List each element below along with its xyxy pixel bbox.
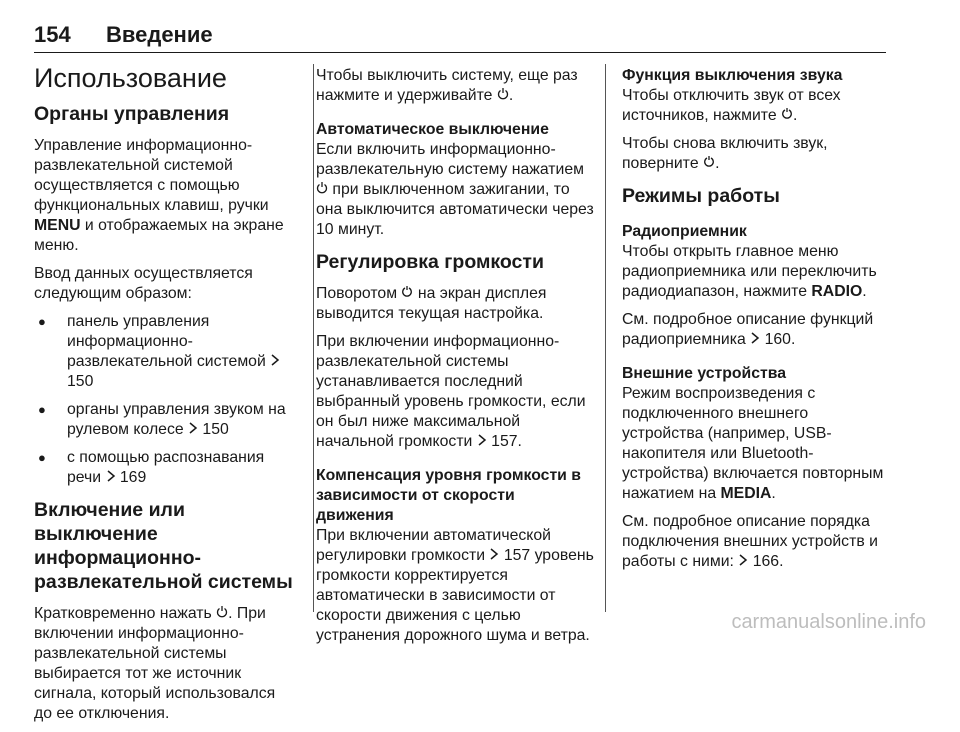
page-reference[interactable]: 157 [491, 433, 518, 450]
text: При включении автоматической регулировки громкости [316, 527, 551, 564]
radio-heading: Радиоприемник [622, 223, 747, 240]
paragraph [316, 140, 594, 240]
paragraph: Ввод данных осуществляется следующим образом: [34, 265, 253, 302]
paragraph [34, 136, 296, 256]
auto-off-heading: Автоматическое выключение [316, 121, 549, 138]
page-number: 154 [34, 22, 71, 47]
paragraph [622, 512, 888, 572]
text: Чтобы открыть главное меню радиоприемника или переключить радиодиапазон, нажмите [622, 243, 877, 300]
text: . [508, 87, 514, 104]
page-reference-arrow-icon [750, 330, 760, 350]
column-1 [34, 62, 296, 732]
text: на экран дисплея выводится текущая настройка. [316, 285, 547, 322]
paragraph [316, 66, 594, 106]
list-item [34, 448, 296, 488]
paragraph [316, 284, 594, 324]
section-title: Введение [106, 22, 213, 47]
page-title: Использование [34, 63, 227, 93]
page-reference[interactable]: 160 [764, 331, 791, 348]
external-devices-heading: Внешние устройства [622, 365, 787, 382]
page-reference[interactable]: 157 [503, 547, 531, 564]
text: См. подробное описание порядка подключения внешних устройств и работы с ними: [622, 513, 878, 570]
list-item-text: органы управления звуком на рулевом колесе [67, 401, 286, 438]
onoff-heading: Включение или выключение информационно-развлекательной системы [34, 499, 293, 593]
power-button-icon [497, 87, 509, 104]
paragraph [622, 310, 888, 350]
text: . [779, 553, 784, 570]
text: . [771, 485, 776, 502]
list-item-text: с помощью распознавания речи [67, 449, 265, 486]
paragraph [316, 526, 594, 646]
text: . [862, 283, 867, 300]
page-reference[interactable]: 150 [67, 373, 94, 390]
page-header [34, 22, 886, 52]
list-item [34, 312, 296, 392]
mute-heading: Функция выключения звука [622, 67, 843, 84]
column-divider-1 [313, 64, 314, 612]
watermark: carmanualsonline.info [731, 611, 926, 633]
media-key-label: MEDIA [720, 485, 772, 502]
paragraph [622, 134, 888, 174]
column-2 [316, 66, 594, 654]
text: Поворотом [316, 285, 402, 302]
text: уровень громкости корректируется автоматически в зависимости от скорости движения с целью устранения дорожного шума и ветра. [316, 547, 594, 644]
rotary-knob-icon [401, 285, 413, 302]
paragraph [622, 242, 888, 302]
text: См. подробное описание функций радиоприемника [622, 311, 874, 348]
rotary-knob-icon [703, 155, 715, 172]
text: . [790, 331, 796, 348]
text: Если включить информационно-развлекательную систему нажатием [316, 141, 584, 178]
power-button-icon [316, 181, 328, 198]
column-3 [622, 66, 888, 580]
radio-key-label: RADIO [811, 283, 863, 300]
controls-heading: Органы управления [34, 103, 230, 125]
page-reference-arrow-icon [477, 432, 487, 452]
text: . [517, 433, 522, 450]
text: . [715, 155, 720, 172]
modes-heading: Режимы работы [622, 185, 780, 207]
text: Чтобы снова включить звук, повернитe [622, 135, 828, 172]
list-item-text: панель управления информационно-развлекательной системой [67, 313, 271, 370]
paragraph [622, 86, 888, 126]
page-reference[interactable]: 166 [752, 553, 780, 570]
text: при выключенном зажигании, то она выключится автоматически через 10 минут. [316, 181, 594, 238]
power-button-icon [216, 605, 228, 622]
page-reference-arrow-icon [270, 352, 280, 372]
column-divider-2 [605, 64, 606, 612]
compensation-heading: Компенсация уровня громкости в зависимости от скорости движения [316, 467, 581, 524]
page-reference-arrow-icon [738, 552, 748, 572]
text: . [793, 107, 798, 124]
page-reference-arrow-icon [489, 546, 499, 566]
rotary-knob-icon [781, 107, 793, 124]
page-reference[interactable]: 150 [202, 421, 229, 438]
header-rule [34, 52, 886, 53]
menu-key-label: MENU [34, 217, 81, 234]
text: При включении информационно-развлекательной системы устанавливается последний выбранный уровень громкости, если он был ниже максимальной начальной громкости [316, 333, 586, 450]
paragraph [34, 604, 296, 724]
text: и отображаемых на экране меню. [34, 217, 284, 254]
input-methods-list [34, 312, 296, 488]
text: Кратковременно нажать [34, 605, 217, 622]
text: Чтобы выключить систему, еще раз нажмите и удерживайте [316, 67, 578, 104]
list-item [34, 400, 296, 440]
page-reference-arrow-icon [106, 468, 116, 488]
text: Режим воспроизведения с подключенного внешнего устройства (например, USB-накопителя или Bluetooth-устройства) включается повторным нажатием на [622, 385, 884, 502]
volume-heading: Регулировка громкости [316, 251, 544, 273]
page-reference[interactable]: 169 [119, 469, 147, 486]
paragraph [622, 384, 888, 504]
text: Чтобы отключить звук от всех источников, нажмите [622, 87, 841, 124]
paragraph [316, 332, 594, 452]
page-reference-arrow-icon [188, 420, 198, 440]
text: Управление информационно-развлекательной системой осуществляется с помощью функциональных клавиш, ручки [34, 137, 269, 214]
text: . При включении информационно-развлекательной системы выбирается тот же источник сигнала, который использовался до ее отключения. [34, 605, 276, 722]
